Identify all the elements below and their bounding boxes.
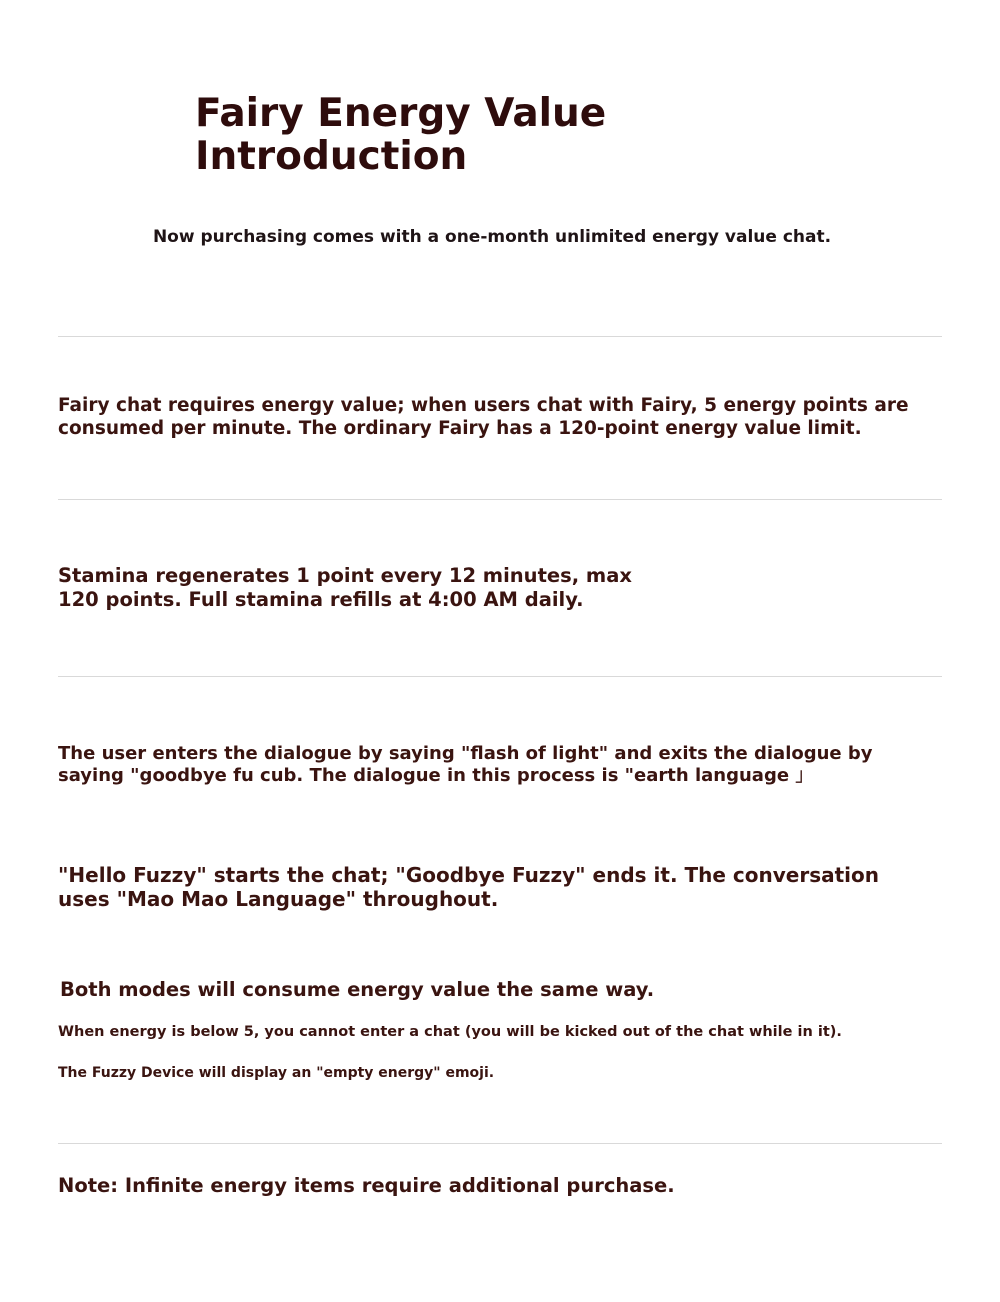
page-title (195, 92, 715, 178)
divider (58, 1143, 942, 1144)
energy-consumption-line-2: consumed per minute. The ordinary Fairy has a 120-point energy value limit. (58, 418, 862, 439)
earth-language-paragraph (58, 743, 938, 787)
divider (58, 499, 942, 500)
energy-consumption-line-1: Fairy chat requires energy value; when users chat with Fairy, 5 energy points are (58, 395, 909, 416)
earth-language-line-2: saying "goodbye fu cub. The dialogue in this process is "earth language 」 (58, 765, 814, 786)
purchase-promo-text: Now purchasing comes with a one-month unlimited energy value chat. (152, 227, 832, 247)
stamina-regen-paragraph (58, 564, 658, 612)
low-energy-text: When energy is below 5, you cannot enter a chat (you will be kicked out of the chat while in it). (58, 1024, 842, 1040)
earth-language-line-1: The user enters the dialogue by saying "flash of light" and exits the dialogue by (58, 743, 873, 764)
both-modes-text: Both modes will consume energy value the same way. (60, 978, 655, 1001)
divider (58, 336, 942, 337)
mao-mao-language-line-2: uses "Mao Mao Language" throughout. (58, 887, 499, 911)
empty-energy-emoji-text: The Fuzzy Device will display an "empty energy" emoji. (58, 1065, 495, 1081)
stamina-regen-line-2: 120 points. Full stamina refills at 4:00 AM daily. (58, 588, 584, 611)
mao-mao-language-paragraph (58, 863, 938, 911)
page-title-line-2: Introduction (195, 134, 468, 179)
note-text: Note: Infinite energy items require additional purchase. (58, 1174, 675, 1197)
mao-mao-language-line-1: "Hello Fuzzy" starts the chat; "Goodbye Fuzzy" ends it. The conversation (58, 863, 880, 887)
stamina-regen-line-1: Stamina regenerates 1 point every 12 minutes, max (58, 564, 632, 587)
page-title-line-1: Fairy Energy Value (195, 91, 607, 136)
energy-consumption-paragraph (58, 394, 938, 440)
divider (58, 676, 942, 677)
